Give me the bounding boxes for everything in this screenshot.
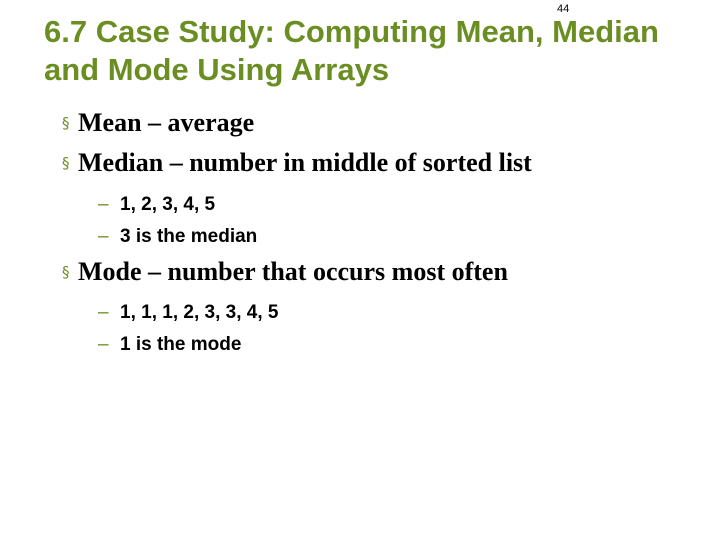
bullet-marker: § [62,114,70,132]
bullet-marker: § [62,154,70,172]
sub-bullet-text: 3 is the median [120,226,258,247]
slide-title-line-2: and Mode Using Arrays [44,52,390,87]
bullet-marker: § [62,263,70,281]
slide-title [44,13,704,89]
slide-title-line-1: 6.7 Case Study: Computing Mean, Median [44,14,659,49]
sub-bullet-mode-example [98,302,278,324]
bullet-text: Mean – average [78,108,255,137]
sub-bullet-text: 1 is the mode [120,334,242,355]
bullet-mode [62,257,508,287]
sub-bullet-median-result [98,226,257,248]
sub-bullet-mode-result [98,334,241,356]
sub-bullet-text: 1, 1, 1, 2, 3, 3, 4, 5 [120,302,279,323]
sub-bullet-marker: – [98,302,109,323]
bullet-median [62,148,532,178]
sub-bullet-text: 1, 2, 3, 4, 5 [120,194,216,215]
slide-number: 44 [557,3,570,15]
sub-bullet-median-example [98,194,215,216]
sub-bullet-marker: – [98,334,109,355]
sub-bullet-marker: – [98,226,109,247]
bullet-text: Median – number in middle of sorted list [78,148,532,177]
sub-bullet-marker: – [98,194,109,215]
bullet-text: Mode – number that occurs most often [78,257,508,286]
bullet-mean [62,108,254,138]
